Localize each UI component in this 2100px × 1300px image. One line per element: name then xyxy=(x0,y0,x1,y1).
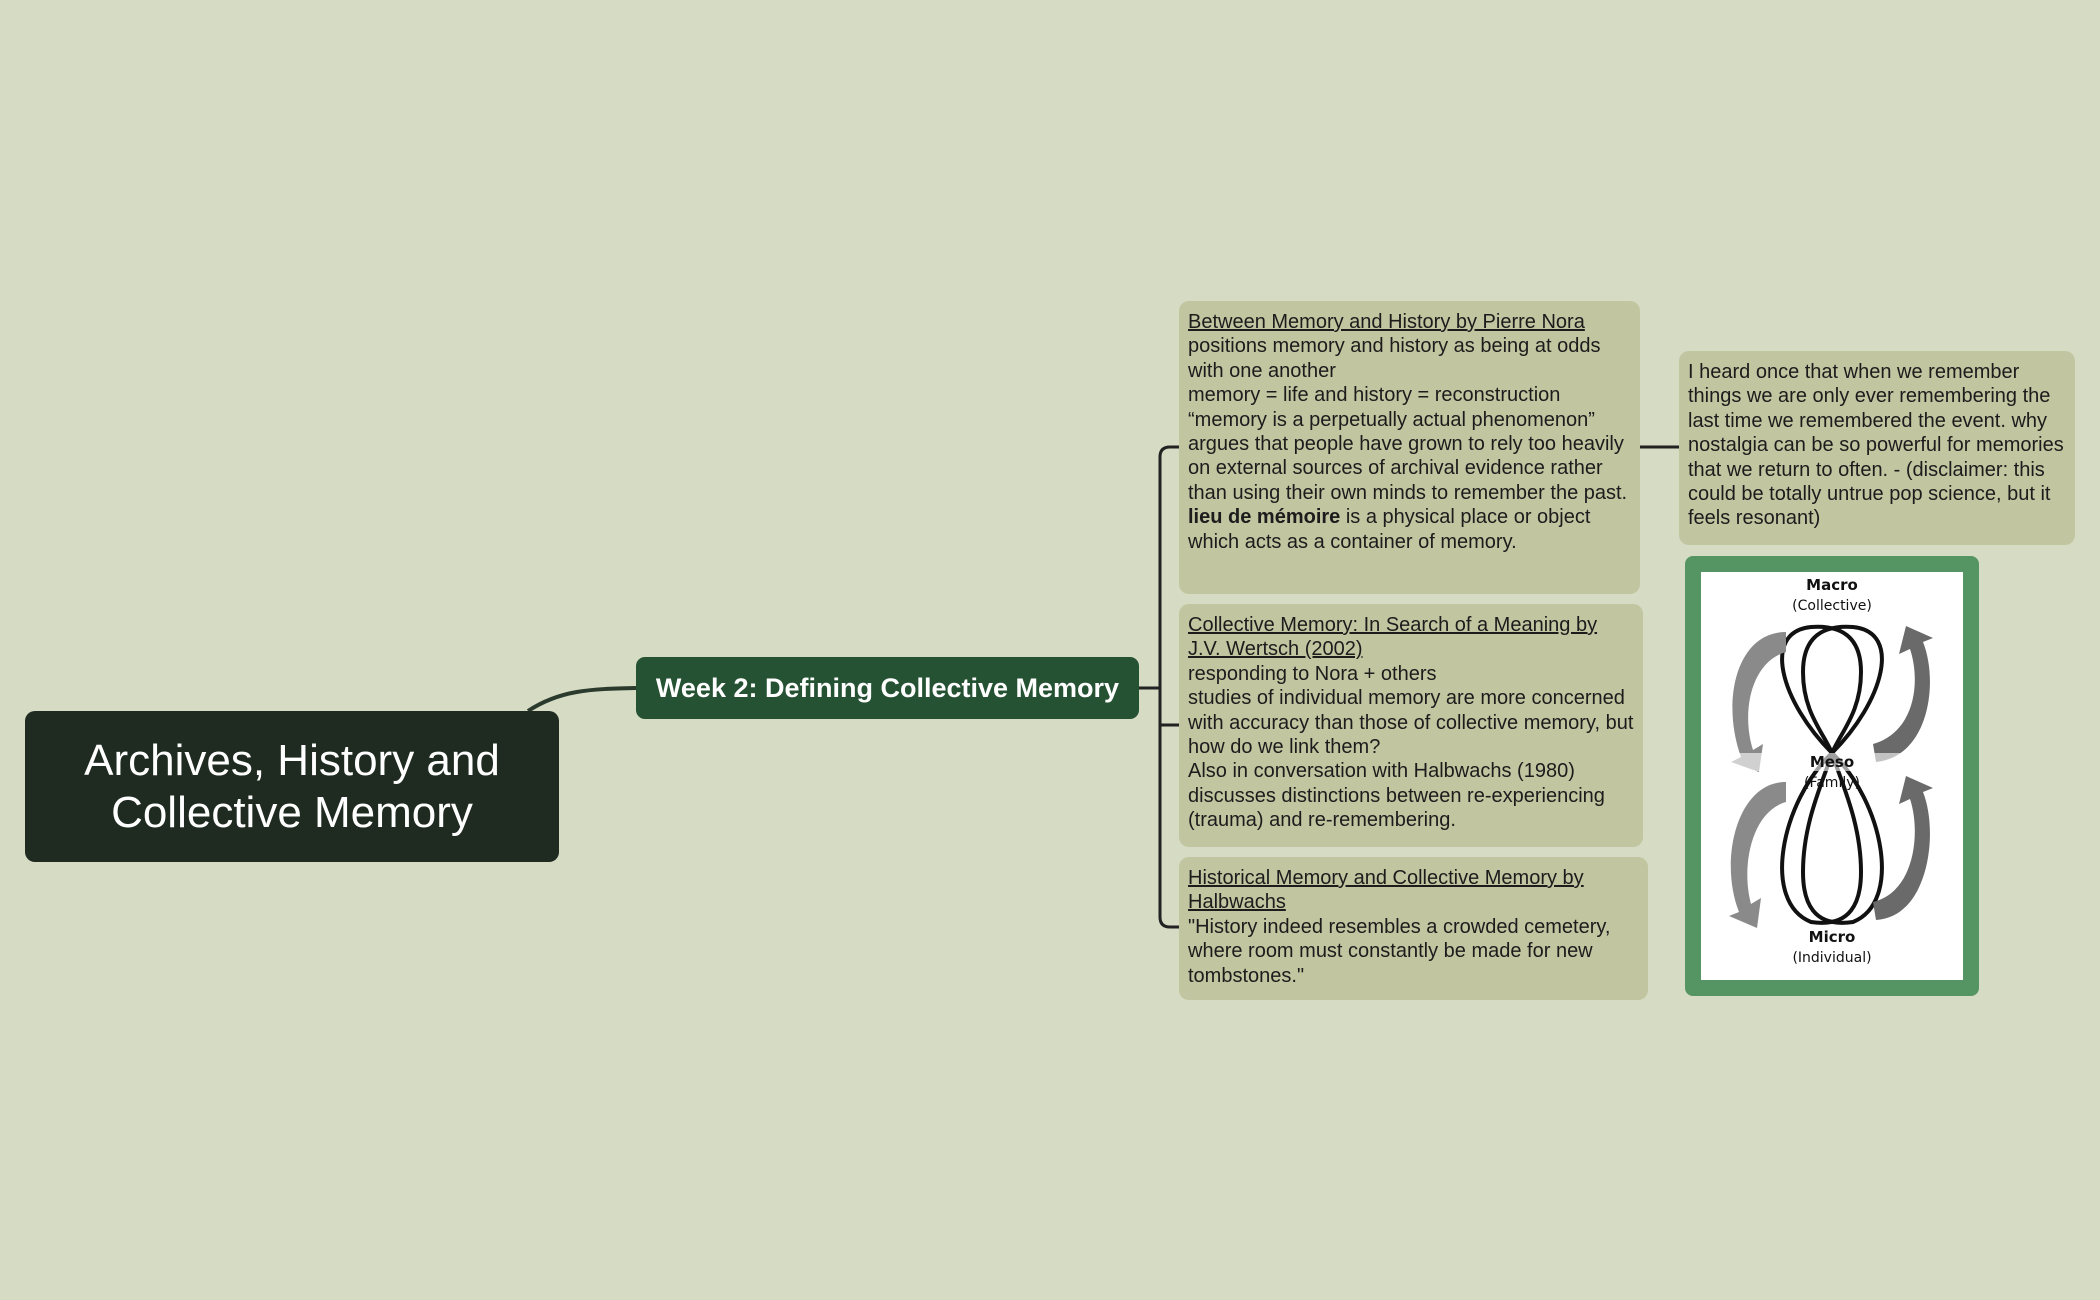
reference-link[interactable]: Collective Memory: In Search of a Meaning by J.V. Wertsch (2002) xyxy=(1188,614,1598,661)
note-line: "History indeed resembles a crowded cemetery, where room must constantly be made for new tombstones." xyxy=(1188,915,1611,987)
side-note-text: I heard once that when we remember things we are only ever remembering the last time we remembered the event. why nostalgia can be so powerful for memories that we return to often. - (disclaimer: this could be totally untrue pop science, but it feels resonant) xyxy=(1688,361,2064,530)
label-micro: Micro xyxy=(1808,928,1856,946)
note-line-term xyxy=(1188,505,1631,554)
note-line: argues that people have grown to rely too heavily on external sources of archival evidence rather than using their own minds to remember the past. xyxy=(1188,433,1628,504)
root-title: Archives, History and Collective Memory xyxy=(84,735,500,837)
topic-node-week-2[interactable] xyxy=(636,657,1139,719)
note-line: positions memory and history as being at odds with one another xyxy=(1188,335,1601,382)
note-line: Also in conversation with Halbwachs (1980) xyxy=(1188,760,1575,783)
note-line: responding to Nora + others xyxy=(1188,662,1437,685)
note-halbwachs[interactable] xyxy=(1179,857,1648,1000)
root-node[interactable] xyxy=(25,711,559,862)
term-definition: is a physical place or object which acts as a container of memory. xyxy=(1188,506,1591,553)
label-family: (Family) xyxy=(1804,775,1860,791)
note-nora[interactable] xyxy=(1179,301,1640,594)
label-individual: (Individual) xyxy=(1792,950,1872,966)
note-line: “memory is a perpetually actual phenomenon” xyxy=(1188,408,1595,431)
topic-title: Week 2: Defining Collective Memory xyxy=(655,672,1120,703)
memory-levels-figure xyxy=(1701,572,1963,980)
note-wertsch[interactable] xyxy=(1179,604,1643,847)
label-collective: (Collective) xyxy=(1792,598,1872,614)
reference-link[interactable]: Historical Memory and Collective Memory by Halbwachs xyxy=(1188,867,1584,914)
label-meso: Meso xyxy=(1701,753,1963,771)
label-macro: Macro xyxy=(1806,576,1858,594)
term-bold: lieu de mémoire xyxy=(1188,506,1341,529)
note-line: memory = life and history = reconstruction xyxy=(1188,384,1561,407)
side-note[interactable] xyxy=(1679,351,2075,545)
note-line: discusses distinctions between re-experiencing (trauma) and re-remembering. xyxy=(1188,784,1605,832)
reference-link[interactable]: Between Memory and History by Pierre Nora xyxy=(1188,311,1585,333)
memory-levels-image[interactable] xyxy=(1685,556,1979,996)
note-line: studies of individual memory are more concerned with accuracy than those of collective memory, but how do we link them? xyxy=(1188,687,1634,759)
